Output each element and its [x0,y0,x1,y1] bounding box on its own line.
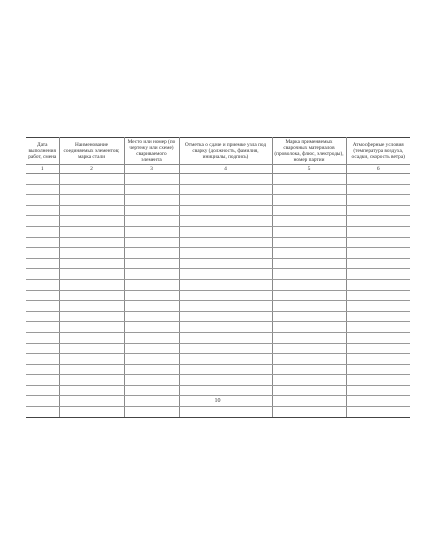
table-cell[interactable] [59,237,124,248]
table-cell[interactable] [59,332,124,343]
table-cell[interactable] [272,290,346,301]
table-cell[interactable] [346,174,410,185]
table-cell[interactable] [26,226,59,237]
welding-log-table [26,137,410,418]
table-cell[interactable] [26,332,59,343]
table-header-row [26,138,410,165]
table-cell[interactable] [179,205,272,216]
column-number: 6 [346,165,410,174]
table-cell[interactable] [179,216,272,227]
table-cell[interactable] [346,195,410,206]
table-cell[interactable] [272,205,346,216]
table-cell[interactable] [346,375,410,386]
table-cell[interactable] [26,343,59,354]
header-element-location: Место или номер (по чертежу или схеме) свариваемого элемента [124,138,179,165]
column-number: 2 [59,165,124,174]
table-cell[interactable] [26,174,59,185]
table-cell[interactable] [346,385,410,396]
table-cell[interactable] [272,301,346,312]
table-row [26,301,410,312]
table-cell[interactable] [59,375,124,386]
table-cell[interactable] [26,354,59,365]
table-cell[interactable] [59,364,124,375]
table-cell[interactable] [59,311,124,322]
table-cell[interactable] [26,279,59,290]
table-cell[interactable] [179,375,272,386]
table-row [26,174,410,185]
table-cell[interactable] [179,364,272,375]
table-cell[interactable] [124,290,179,301]
table-row [26,407,410,418]
table-cell[interactable] [124,237,179,248]
table-cell[interactable] [26,195,59,206]
table-cell[interactable] [346,354,410,365]
page-number: 10 [214,398,221,404]
table-cell[interactable] [124,279,179,290]
table-cell[interactable] [124,216,179,227]
table-cell[interactable] [179,248,272,259]
column-number: 4 [179,165,272,174]
table-row [26,311,410,322]
table-cell[interactable] [26,301,59,312]
table-cell[interactable] [179,311,272,322]
table-cell[interactable] [26,237,59,248]
table-cell[interactable] [59,301,124,312]
table-cell[interactable] [346,237,410,248]
table-cell[interactable] [26,375,59,386]
table-cell[interactable] [124,375,179,386]
table-cell[interactable] [346,184,410,195]
table-cell[interactable] [179,385,272,396]
table-cell[interactable] [59,407,124,418]
table-row [26,237,410,248]
table-cell[interactable] [59,258,124,269]
table-cell[interactable] [346,216,410,227]
table-cell[interactable] [272,269,346,280]
table-cell[interactable] [179,174,272,185]
table-cell[interactable] [26,205,59,216]
table-row [26,258,410,269]
table-cell[interactable] [26,385,59,396]
column-number: 1 [26,165,59,174]
table-cell[interactable] [124,269,179,280]
table-cell[interactable] [59,174,124,185]
table-row [26,385,410,396]
table-cell[interactable] [59,226,124,237]
table-cell[interactable] [59,269,124,280]
table-row [26,195,410,206]
table-row [26,216,410,227]
table-cell[interactable] [26,364,59,375]
table-cell[interactable] [346,311,410,322]
table-cell[interactable] [272,226,346,237]
table-cell[interactable] [179,407,272,418]
table-cell[interactable] [124,407,179,418]
table-cell[interactable] [124,174,179,185]
table-cell[interactable] [124,332,179,343]
column-number: 5 [272,165,346,174]
table-cell[interactable] [179,237,272,248]
table-cell[interactable] [59,322,124,333]
column-number: 3 [124,165,179,174]
table-cell[interactable] [272,279,346,290]
table-cell[interactable] [59,290,124,301]
table-cell[interactable] [26,258,59,269]
table-cell[interactable] [179,226,272,237]
table-row [26,343,410,354]
table-cell[interactable] [26,407,59,418]
table-cell[interactable] [124,184,179,195]
table-row [26,290,410,301]
table-row [26,184,410,195]
table-cell[interactable] [124,322,179,333]
table-cell[interactable] [272,375,346,386]
table-cell[interactable] [272,258,346,269]
table-cell[interactable] [179,269,272,280]
table-cell[interactable] [346,205,410,216]
table-cell[interactable] [272,322,346,333]
table-cell[interactable] [124,385,179,396]
table-cell[interactable] [272,195,346,206]
table-row [26,364,410,375]
table-cell[interactable] [59,385,124,396]
table-cell[interactable] [179,258,272,269]
table-row [26,269,410,280]
table-cell[interactable] [59,343,124,354]
table-cell[interactable] [272,237,346,248]
table-cell[interactable] [179,290,272,301]
table-cell[interactable] [346,407,410,418]
table-cell[interactable] [26,248,59,259]
table-cell[interactable] [124,258,179,269]
table-cell[interactable] [346,279,410,290]
table-body [26,174,410,418]
table-cell[interactable] [124,205,179,216]
table-cell[interactable] [59,184,124,195]
table-cell[interactable] [179,184,272,195]
table-row [26,322,410,333]
table-cell[interactable] [59,195,124,206]
table-cell[interactable] [272,184,346,195]
table-cell[interactable] [59,279,124,290]
table-cell[interactable] [272,364,346,375]
table-row [26,226,410,237]
table-cell[interactable] [346,332,410,343]
table-cell[interactable] [179,301,272,312]
table-cell[interactable] [272,311,346,322]
table-cell[interactable] [346,258,410,269]
table-cell[interactable] [346,364,410,375]
table-cell[interactable] [124,195,179,206]
table-cell[interactable] [124,343,179,354]
table-cell[interactable] [346,343,410,354]
header-acceptance-mark: Отметка о сдаче и приемке узла под сварку (должность, фамилия, инициалы, подпись) [179,138,272,165]
table-cell[interactable] [272,174,346,185]
header-joined-elements: Наименование соединяемых элементов; марка стали [59,138,124,165]
table-cell[interactable] [26,184,59,195]
table-cell[interactable] [272,407,346,418]
header-date: Дата выполнения работ, смена [26,138,59,165]
table-row [26,205,410,216]
table-cell[interactable] [124,226,179,237]
table-cell[interactable] [346,322,410,333]
table-cell[interactable] [179,195,272,206]
table-cell[interactable] [179,343,272,354]
header-weather-conditions: Атмосферные условия (температура воздуха, осадки, скорость ветра) [346,138,410,165]
header-welding-materials: Марка применяемых сварочных материалов (проволока, флюс, электроды), номер партии [272,138,346,165]
table-cell[interactable] [346,301,410,312]
table-cell[interactable] [346,226,410,237]
table-row [26,279,410,290]
table-cell[interactable] [272,343,346,354]
table-row [26,354,410,365]
table-cell[interactable] [124,354,179,365]
table-cell[interactable] [59,205,124,216]
table-cell[interactable] [179,354,272,365]
table-cell[interactable] [124,248,179,259]
table-cell[interactable] [179,332,272,343]
table-row [26,332,410,343]
table-cell[interactable] [272,385,346,396]
table-cell[interactable] [124,301,179,312]
table-cell[interactable] [272,332,346,343]
table-cell[interactable] [26,322,59,333]
table-cell[interactable] [59,354,124,365]
table-cell[interactable] [179,322,272,333]
table-cell[interactable] [346,290,410,301]
table-row [26,248,410,259]
table-cell[interactable] [26,216,59,227]
table-cell[interactable] [124,311,179,322]
table-cell[interactable] [26,269,59,280]
table-cell[interactable] [124,364,179,375]
table-row [26,375,410,386]
table-cell[interactable] [272,216,346,227]
table-cell[interactable] [59,216,124,227]
table-cell[interactable] [346,269,410,280]
table-cell[interactable] [272,354,346,365]
table-cell[interactable] [59,248,124,259]
table-cell[interactable] [26,290,59,301]
table-cell[interactable] [272,248,346,259]
table-cell[interactable] [346,248,410,259]
column-number-row [26,165,410,174]
table-cell[interactable] [179,279,272,290]
table-cell[interactable] [26,311,59,322]
